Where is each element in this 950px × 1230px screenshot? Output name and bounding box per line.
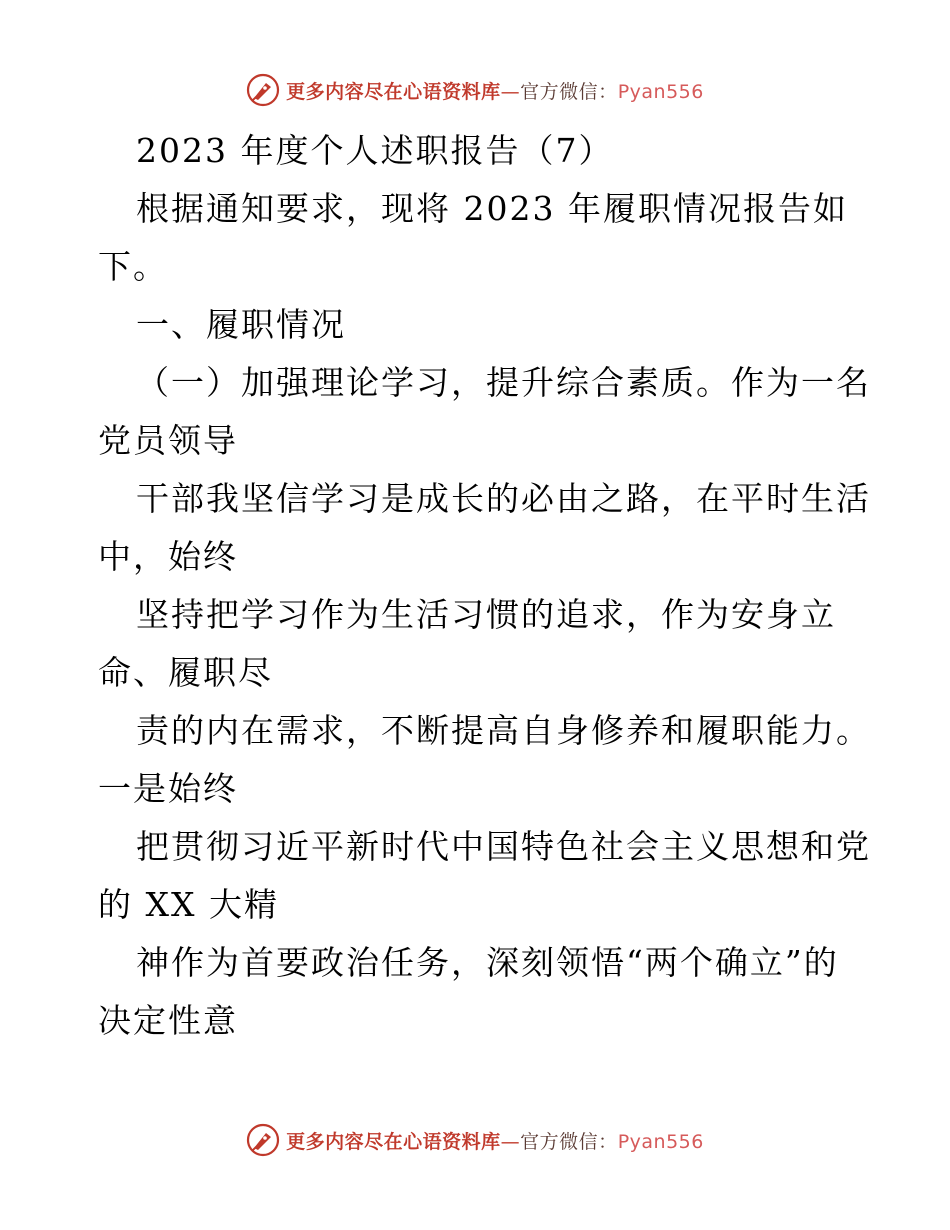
- doc-line: 把贯彻习近平新时代中国特色社会主义思想和党: [136, 827, 871, 866]
- banner-separator: —: [500, 1130, 521, 1153]
- doc-line: 党员领导: [98, 421, 238, 460]
- banner-text: [286, 77, 704, 104]
- header-banner-content: [246, 73, 704, 107]
- doc-line: 决定性意: [98, 1001, 238, 1040]
- header-banner: [0, 68, 950, 112]
- doc-line: 神作为首要政治任务，深刻领悟“两个确立”的: [136, 943, 839, 982]
- banner-brand: 更多内容尽在心语资料库: [286, 1130, 501, 1153]
- footer-banner-content: [246, 1123, 704, 1157]
- banner-separator: —: [500, 80, 521, 103]
- doc-line: 干部我坚信学习是成长的必由之路，在平时生活: [136, 479, 871, 518]
- doc-line: 2023 年度个人述职报告（7）: [136, 131, 614, 170]
- doc-line: 坚持把学习作为生活习惯的追求，作为安身立: [136, 595, 836, 634]
- doc-line: 一是始终: [98, 769, 238, 808]
- document-body: [98, 122, 871, 1050]
- banner-wechat-label: 官方微信：: [520, 80, 618, 103]
- doc-line: 中，始终: [98, 537, 238, 576]
- doc-line: 责的内在需求，不断提高自身修养和履职能力。: [136, 711, 871, 750]
- doc-line: （一）加强理论学习，提升综合素质。作为一名: [136, 363, 871, 402]
- doc-line: 下。: [98, 247, 168, 286]
- pen-nib-icon: [246, 73, 280, 107]
- banner-wechat-id: Pyan556: [617, 1130, 704, 1153]
- doc-line: 一、履职情况: [136, 305, 346, 344]
- banner-wechat-id: Pyan556: [617, 80, 704, 103]
- banner-text: [286, 1127, 704, 1154]
- doc-line: 的 XX 大精: [98, 885, 279, 924]
- pen-nib-icon: [246, 1123, 280, 1157]
- doc-line: 根据通知要求，现将 2023 年履职情况报告如: [136, 189, 848, 228]
- footer-banner: [0, 1118, 950, 1162]
- banner-brand: 更多内容尽在心语资料库: [286, 80, 501, 103]
- doc-line: 命、履职尽: [98, 653, 273, 692]
- banner-wechat-label: 官方微信：: [520, 1130, 618, 1153]
